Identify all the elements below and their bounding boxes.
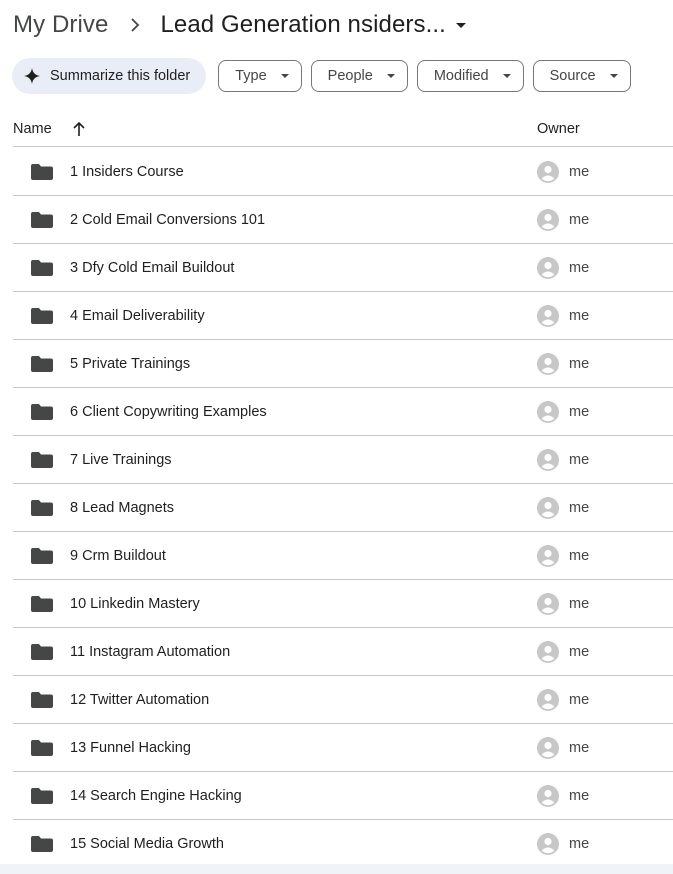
owner-column-header[interactable]: Owner — [537, 121, 580, 137]
file-name: 13 Funnel Hacking — [70, 739, 191, 756]
type-filter-label: Type — [235, 68, 267, 84]
modified-filter-chip[interactable] — [417, 60, 524, 92]
folder-icon — [31, 404, 53, 420]
caret-down-icon — [281, 74, 289, 78]
owner-name: me — [569, 835, 590, 852]
sparkle-icon — [24, 68, 40, 84]
file-name: 7 Live Trainings — [70, 451, 172, 468]
avatar-icon — [537, 689, 559, 711]
avatar-icon — [537, 257, 559, 279]
avatar-icon — [537, 449, 559, 471]
owner-name: me — [569, 499, 590, 516]
file-row[interactable] — [13, 436, 673, 484]
file-row[interactable] — [13, 628, 673, 676]
file-row[interactable] — [13, 244, 673, 292]
file-row[interactable] — [13, 196, 673, 244]
source-filter-label: Source — [549, 68, 596, 84]
folder-icon — [31, 692, 53, 708]
file-name: 10 Linkedin Mastery — [70, 595, 200, 612]
file-name: 3 Dfy Cold Email Buildout — [70, 259, 235, 276]
file-row[interactable] — [13, 772, 673, 820]
name-column-label: Name — [13, 121, 52, 137]
folder-icon — [31, 260, 53, 276]
folder-icon — [31, 452, 53, 468]
avatar-icon — [537, 209, 559, 231]
file-row[interactable] — [13, 148, 673, 196]
folder-icon — [31, 740, 53, 756]
avatar-icon — [537, 161, 559, 183]
file-name: 2 Cold Email Conversions 101 — [70, 211, 266, 228]
page-bottom-edge — [0, 864, 673, 874]
file-name: 11 Instagram Automation — [70, 643, 231, 660]
file-row[interactable] — [13, 820, 673, 868]
owner-name: me — [569, 787, 590, 804]
file-list — [13, 148, 673, 868]
avatar-icon — [537, 545, 559, 567]
owner-name: me — [569, 259, 590, 276]
breadcrumb-current-folder[interactable] — [160, 11, 465, 39]
people-filter-chip[interactable] — [311, 60, 408, 92]
caret-down-icon — [503, 74, 511, 78]
caret-down-icon — [456, 23, 466, 28]
file-row[interactable] — [13, 532, 673, 580]
owner-name: me — [569, 547, 590, 564]
folder-icon — [31, 836, 53, 852]
folder-icon — [31, 500, 53, 516]
owner-name: me — [569, 211, 590, 228]
owner-name: me — [569, 451, 590, 468]
file-name: 12 Twitter Automation — [70, 691, 210, 708]
folder-icon — [31, 548, 53, 564]
folder-icon — [31, 596, 53, 612]
caret-down-icon — [387, 74, 395, 78]
source-filter-chip[interactable] — [533, 60, 631, 92]
modified-filter-label: Modified — [433, 68, 489, 84]
file-name: 1 Insiders Course — [70, 163, 184, 180]
file-row[interactable] — [13, 340, 673, 388]
avatar-icon — [537, 305, 559, 327]
avatar-icon — [537, 593, 559, 615]
folder-icon — [31, 644, 53, 660]
summarize-label: Summarize this folder — [50, 68, 191, 84]
file-name: 8 Lead Magnets — [70, 499, 174, 516]
file-row[interactable] — [13, 292, 673, 340]
file-list-header — [13, 112, 673, 147]
filter-bar — [12, 58, 640, 94]
chevron-right-icon — [130, 18, 140, 32]
breadcrumb — [13, 8, 466, 42]
breadcrumb-current-label: Lead Generation nsiders... — [160, 11, 446, 38]
people-filter-label: People — [327, 68, 373, 84]
file-name: 4 Email Deliverability — [70, 307, 205, 324]
file-row[interactable] — [13, 724, 673, 772]
owner-name: me — [569, 691, 590, 708]
owner-name: me — [569, 355, 590, 372]
avatar-icon — [537, 641, 559, 663]
file-name: 5 Private Trainings — [70, 355, 191, 372]
file-name: 6 Client Copywriting Examples — [70, 403, 267, 420]
folder-icon — [31, 788, 53, 804]
type-filter-chip[interactable] — [218, 60, 301, 92]
owner-name: me — [569, 307, 590, 324]
file-row[interactable] — [13, 580, 673, 628]
file-name: 14 Search Engine Hacking — [70, 787, 242, 804]
avatar-icon — [537, 353, 559, 375]
owner-name: me — [569, 739, 590, 756]
caret-down-icon — [610, 74, 618, 78]
file-name: 15 Social Media Growth — [70, 835, 224, 852]
avatar-icon — [537, 785, 559, 807]
owner-name: me — [569, 163, 590, 180]
avatar-icon — [537, 833, 559, 855]
avatar-icon — [537, 401, 559, 423]
owner-name: me — [569, 643, 590, 660]
folder-icon — [31, 308, 53, 324]
file-name: 9 Crm Buildout — [70, 547, 166, 564]
file-row[interactable] — [13, 676, 673, 724]
folder-icon — [31, 164, 53, 180]
owner-name: me — [569, 403, 590, 420]
arrow-up-icon[interactable] — [72, 121, 86, 137]
avatar-icon — [537, 737, 559, 759]
breadcrumb-root[interactable]: My Drive — [13, 11, 109, 38]
summarize-folder-button[interactable] — [12, 58, 206, 94]
owner-name: me — [569, 595, 590, 612]
file-row[interactable] — [13, 388, 673, 436]
file-row[interactable] — [13, 484, 673, 532]
folder-icon — [31, 356, 53, 372]
folder-icon — [31, 212, 53, 228]
avatar-icon — [537, 497, 559, 519]
name-column-header[interactable] — [13, 121, 86, 137]
